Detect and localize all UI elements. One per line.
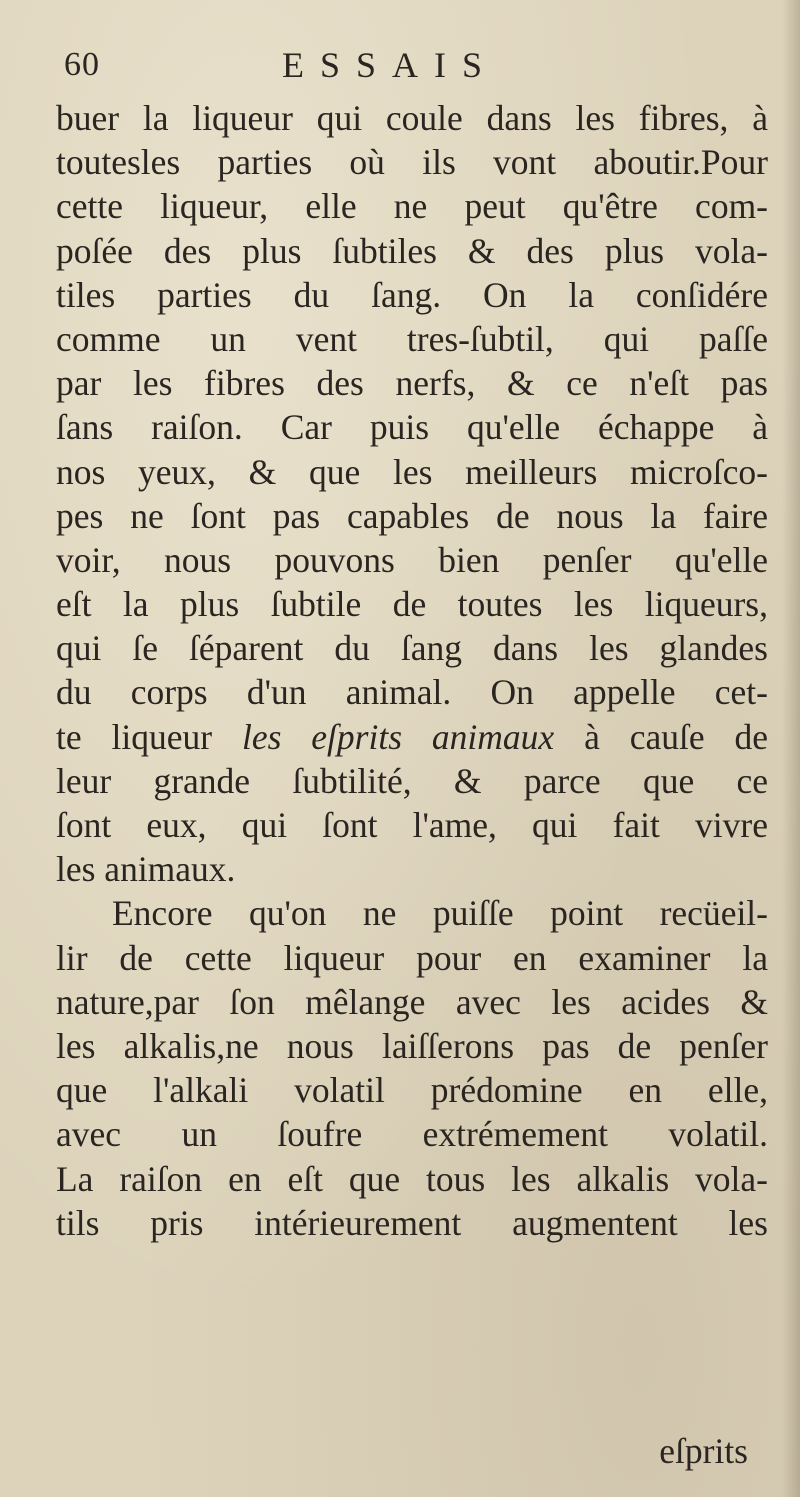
italic-term: les eſprits animaux	[241, 716, 555, 757]
text-line: Encore qu'on ne puiſſe point recüeil-	[112, 893, 768, 934]
text-line: voir, nous pouvons bien penſer qu'elle	[56, 539, 768, 580]
text-line: cette liqueur, elle ne peut qu'être com-	[56, 186, 768, 227]
text-line: poſée des plus ſubtiles & des plus vola-	[56, 230, 768, 271]
text-line: les alkalis,ne nous laiſſerons pas de penſer	[56, 1025, 768, 1066]
text-line: les animaux.	[56, 849, 236, 890]
text-line: comme un vent tres-ſubtil, qui paſſe	[56, 318, 768, 359]
text-line: que l'alkali volatil prédomine en elle,	[56, 1070, 768, 1111]
page-header	[60, 40, 720, 90]
running-title: ESSAIS	[281, 45, 499, 85]
text-line: eſt la plus ſubtile de toutes les liqueurs,	[56, 584, 768, 625]
text-line: ſont eux, qui ſont l'ame, qui fait vivre	[56, 805, 768, 845]
text-line: du corps d'un animal. On appelle cet-	[56, 672, 768, 713]
text-line	[56, 715, 768, 759]
text-line: toutesles parties où ils vont aboutir.Pour	[56, 142, 768, 183]
text-line: nature,par ſon mêlange avec les acides &	[56, 981, 768, 1022]
text-line: nos yeux, & que les meilleurs microſco-	[56, 451, 768, 492]
text-line: leur grande ſubtilité, & parce que ce	[56, 760, 768, 801]
text-line-segment: te liqueur	[56, 716, 242, 757]
body-text	[56, 96, 768, 1245]
text-line: tiles parties du ſang. On la conſidére	[56, 274, 768, 315]
catchword: eſprits	[659, 1431, 748, 1471]
text-line: qui ſe ſéparent du ſang dans les glandes	[56, 628, 768, 669]
text-line: par les fibres des nerfs, & ce n'eſt pas	[56, 363, 768, 404]
text-line: buer la liqueur qui coule dans les fibres, à	[56, 98, 768, 138]
text-line: avec un ſoufre extrémement volatil.	[56, 1114, 768, 1155]
text-line-segment: à cauſe de	[554, 716, 768, 757]
text-line: La raiſon en eſt que tous les alkalis vola-	[56, 1158, 768, 1199]
text-line: lir de cette liqueur pour en examiner la	[56, 937, 768, 978]
text-line: tils pris intérieurement augmentent les	[56, 1202, 768, 1243]
page-number: 60	[64, 46, 100, 83]
text-line: ſans raiſon. Car puis qu'elle échappe à	[56, 407, 768, 448]
text-line: pes ne ſont pas capables de nous la faire	[56, 495, 768, 536]
